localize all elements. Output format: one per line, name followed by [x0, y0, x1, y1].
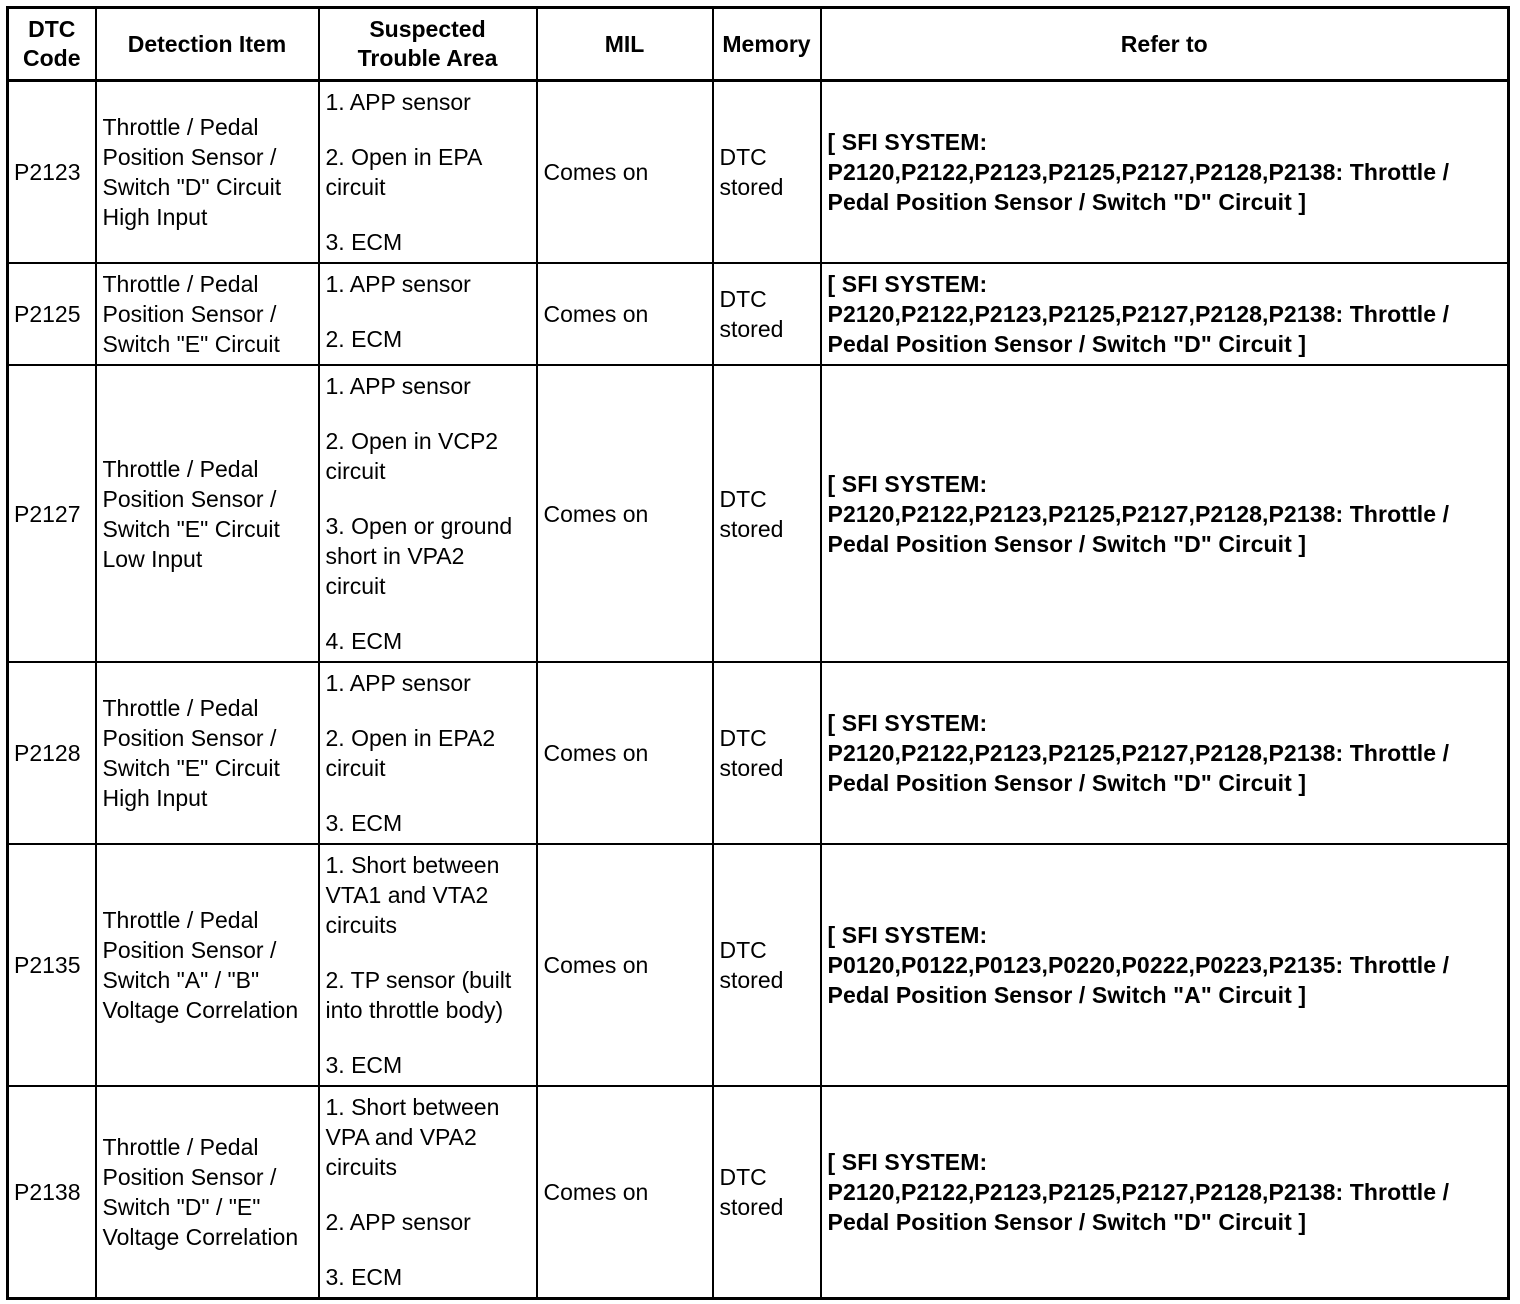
table-row [8, 662, 1509, 844]
header-refer-to: Refer to [821, 8, 1509, 81]
mil-cell: Comes on [537, 844, 713, 1086]
detection-item-cell: Throttle / Pedal Position Sensor / Switch "E" Circuit [96, 263, 319, 365]
refer-to-cell: [ SFI SYSTEM: P2120,P2122,P2123,P2125,P2127,P2128,P2138: Throttle / Pedal Position Sensor / Switch "D" Circuit ] [821, 1086, 1509, 1299]
detection-item-cell: Throttle / Pedal Position Sensor / Switch "D" Circuit High Input [96, 81, 319, 264]
table-row [8, 365, 1509, 662]
trouble-area-item: 1. APP sensor [325, 271, 471, 297]
mil-cell: Comes on [537, 662, 713, 844]
header-suspected-trouble-area: Suspected Trouble Area [319, 8, 537, 81]
table-header [8, 8, 1509, 81]
memory-cell: DTC stored [713, 662, 821, 844]
trouble-area-item: 1. APP sensor [325, 670, 471, 696]
trouble-area-item: 2. Open in EPA circuit [325, 144, 482, 200]
trouble-area-cell [319, 263, 537, 365]
memory-cell: DTC stored [713, 263, 821, 365]
dtc-code-cell: P2128 [8, 662, 96, 844]
dtc-code-cell: P2135 [8, 844, 96, 1086]
trouble-area-cell [319, 365, 537, 662]
trouble-area-item: 3. ECM [325, 1052, 403, 1078]
table-body [8, 81, 1509, 1299]
trouble-area-item: 3. ECM [325, 1264, 403, 1290]
mil-cell: Comes on [537, 365, 713, 662]
refer-to-cell: [ SFI SYSTEM: P2120,P2122,P2123,P2125,P2127,P2128,P2138: Throttle / Pedal Position Sensor / Switch "D" Circuit ] [821, 263, 1509, 365]
dtc-table [6, 6, 1510, 1300]
detection-item-cell: Throttle / Pedal Position Sensor / Switch "A" / "B" Voltage Correlation [96, 844, 319, 1086]
detection-item-cell: Throttle / Pedal Position Sensor / Switch "D" / "E" Voltage Correlation [96, 1086, 319, 1299]
trouble-area-item: 4. ECM [325, 628, 403, 654]
trouble-area-item: 1. Short between VPA and VPA2 circuits [325, 1094, 500, 1180]
header-detection-item: Detection Item [96, 8, 319, 81]
table-row [8, 81, 1509, 264]
dtc-code-cell: P2125 [8, 263, 96, 365]
header-row [8, 8, 1509, 81]
trouble-area-item: 1. Short between VTA1 and VTA2 circuits [325, 852, 500, 938]
mil-cell: Comes on [537, 81, 713, 264]
dtc-code-cell: P2138 [8, 1086, 96, 1299]
trouble-area-cell [319, 1086, 537, 1299]
table-row [8, 844, 1509, 1086]
trouble-area-cell [319, 844, 537, 1086]
trouble-area-item: 2. TP sensor (built into throttle body) [325, 967, 512, 1023]
header-dtc-code: DTC Code [8, 8, 96, 81]
trouble-area-item: 3. Open or ground short in VPA2 circuit [325, 513, 513, 599]
dtc-code-cell: P2127 [8, 365, 96, 662]
refer-to-cell: [ SFI SYSTEM: P2120,P2122,P2123,P2125,P2127,P2128,P2138: Throttle / Pedal Position Sensor / Switch "D" Circuit ] [821, 81, 1509, 264]
trouble-area-item: 1. APP sensor [325, 89, 471, 115]
memory-cell: DTC stored [713, 81, 821, 264]
trouble-area-item: 1. APP sensor [325, 373, 471, 399]
table-row [8, 263, 1509, 365]
trouble-area-item: 3. ECM [325, 810, 403, 836]
trouble-area-item: 2. ECM [325, 326, 403, 352]
detection-item-cell: Throttle / Pedal Position Sensor / Switch "E" Circuit Low Input [96, 365, 319, 662]
memory-cell: DTC stored [713, 844, 821, 1086]
trouble-area-item: 2. Open in EPA2 circuit [325, 725, 496, 781]
table-row [8, 1086, 1509, 1299]
header-mil: MIL [537, 8, 713, 81]
trouble-area-cell [319, 81, 537, 264]
memory-cell: DTC stored [713, 365, 821, 662]
mil-cell: Comes on [537, 1086, 713, 1299]
trouble-area-item: 3. ECM [325, 229, 403, 255]
dtc-code-cell: P2123 [8, 81, 96, 264]
trouble-area-item: 2. APP sensor [325, 1209, 471, 1235]
header-memory: Memory [713, 8, 821, 81]
refer-to-cell: [ SFI SYSTEM: P2120,P2122,P2123,P2125,P2127,P2128,P2138: Throttle / Pedal Position Sensor / Switch "D" Circuit ] [821, 365, 1509, 662]
detection-item-cell: Throttle / Pedal Position Sensor / Switch "E" Circuit High Input [96, 662, 319, 844]
trouble-area-item: 2. Open in VCP2 circuit [325, 428, 499, 484]
trouble-area-cell [319, 662, 537, 844]
refer-to-cell: [ SFI SYSTEM: P0120,P0122,P0123,P0220,P0222,P0223,P2135: Throttle / Pedal Position Sensor / Switch "A" Circuit ] [821, 844, 1509, 1086]
refer-to-cell: [ SFI SYSTEM: P2120,P2122,P2123,P2125,P2127,P2128,P2138: Throttle / Pedal Position Sensor / Switch "D" Circuit ] [821, 662, 1509, 844]
memory-cell: DTC stored [713, 1086, 821, 1299]
mil-cell: Comes on [537, 263, 713, 365]
